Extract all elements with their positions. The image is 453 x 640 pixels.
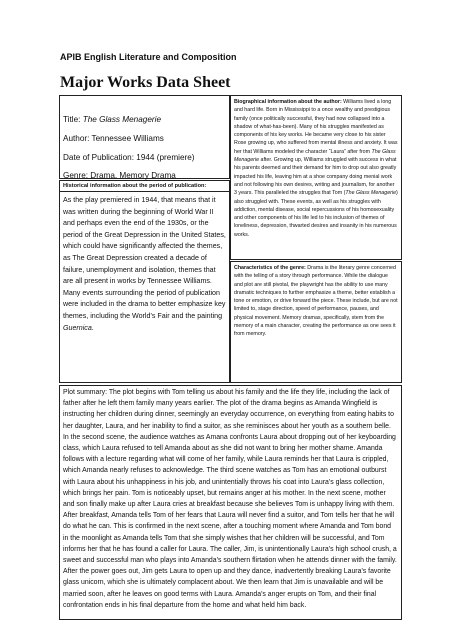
genre-characteristics-text <box>231 262 401 339</box>
genre-characteristics-box <box>230 261 402 383</box>
biography-box <box>230 95 402 260</box>
author-line: Author: Tennessee Williams <box>63 134 164 143</box>
genre-characteristics-body: Drama is the literary genre concerned with the telling of a story through performance. While the dialogue and plot are still pivotal, the playwright has the ability to use many dramatic techniques to further emphasize a theme, better establish a tone or emotion, or drive forward the piece. These include, but are not limited to, stage direction, speed of performance, pauses, and physical movement. Memory dramas, specifically, stem from the memory of a main character, creating the performance as one sees it from memory. <box>234 265 398 338</box>
historical-info-heading: Historical information about the period of publication: <box>60 181 229 192</box>
biography-work-title-2: The Glass Menagerie <box>345 190 397 197</box>
work-title-value: The Glass Menagerie <box>82 115 161 124</box>
genre-line: Genre: Drama, Memory Drama <box>63 171 176 180</box>
historical-text-main: As the play premiered in 1944, that means that it was written during the beginning of World War II and perhaps even the end of the 1930s, or the period of the Great Depression in the United States, which could have significantly affected the themes, as The Great Depression created a decade of failure, unemployment and isolation, themes that are all present in works by Tennessee Williams. Many events surrounding the period of publication were included in the drama to better emphasize key themes, including the World’s Fair and the painting <box>63 196 226 320</box>
publication-date-line: Date of Publication: 1944 (premiere) <box>63 153 195 162</box>
painting-title: Guernica <box>63 323 92 332</box>
biography-text-part1: Williams lived a long and hard life. Born in Mississippi to a once wealthy and prestigious family (once politically successful, they had now collapsed into a shadow of what-has-been). Many of his struggles manifested as components of his key works. He became very close to his sister Rose growing up, who suffered from mental illness and anxiety. It was her that Williams modeled the character “Laura” after from <box>234 99 398 155</box>
work-title-line <box>63 115 161 124</box>
work-title-label: Title: <box>63 115 83 124</box>
plot-summary-text: Plot summary: The plot begins with Tom telling us about his family and the life they life, including the lack of father after he left them family many years earlier. The plot of the drama begins as Amanda Wingfield is instructing her children during dinner, seemingly an everyday occurrence, on everything from eating habits to her daughter, Laura, and her inability to find a suitor, as she reminisces about her youth as a southern belle. In the second scene, the audience watches as Amana confronts Laura about dropping out of her keyboarding class, which Laura refused to tell Amanda about as she did not want to bring her mother shame. Amanda follows with a lecture regarding what will come of her family, while Laura reminds her that Laura is crippled, which Amanda nearly refuses to acknowledge. The third scene watches as Tom has an emotional outburst with Laura about his unhappiness in his job, and unintentially throws his coat into Laura’s glass collection, which brings her pain. Tom is noticeably upset, but remains anger at his mother. In the next scene, mother and son finally make up after Laura cries at breakfast because she believes Tom is unhappy living with them. After breakfast, Amanda tells Tom of her fears that Laura will never find a suitor, and Tom tells her that he will do what he can. This is confirmed in the next scene, after a touching moment where Amanda and Tom bond in the moonlight as Amanda tells Tom that she simply wishes that her children will be successful, and Tom informs her that he has found a caller for Laura. The caller, Jim, is unintentionally Laura’s high school crush, a sweet and successful man who plays into Amanda’s southern flirtation when he attends dinner with the family. After the power goes out, Jim gets Laura to open up and they dance, inadvertently breaking Laura’s favorite glass unicorn, which she is ultimately complacent about. We then learn that Jim is unavailable and will be married soon, after he leaves on good terms with Laura. Amanda’s anger erupts on Tom, and their final confrontation ends in his final departure from the home and what held him back. <box>63 389 397 609</box>
historical-info-text <box>60 192 229 334</box>
biography-text-part3: ) also struggled with. These events, as well as his struggles with addiction, mental disease, social repercussions of his homosexuality and other components of his life led to his inclusion of themes of loneliness, depression, thwarted desires and insanity in his numerous works. <box>234 190 398 238</box>
work-info-box <box>59 95 230 179</box>
biography-label: Biographical information about the author: <box>234 99 342 105</box>
historical-text-end: . <box>91 323 94 332</box>
biography-text <box>231 96 401 239</box>
course-name: APIB English Literature and Composition <box>60 52 237 62</box>
plot-summary-box <box>59 385 402 620</box>
biography-text-part2: after. Growing up, Williams struggled with success in what his parents deemed and their demand for him to drop out also greatly impacted his life, leaving him at a shoe company doing menial work and not following his own desires, writing and journalism, for another 3 years. This paralleled the struggles that Tom ( <box>234 157 397 197</box>
document-title: Major Works Data Sheet <box>60 74 231 91</box>
biography-work-title-1: The Glass Menagerie <box>234 148 396 164</box>
historical-info-box <box>59 180 230 383</box>
genre-characteristics-label: Characteristics of the genre: <box>234 265 306 271</box>
